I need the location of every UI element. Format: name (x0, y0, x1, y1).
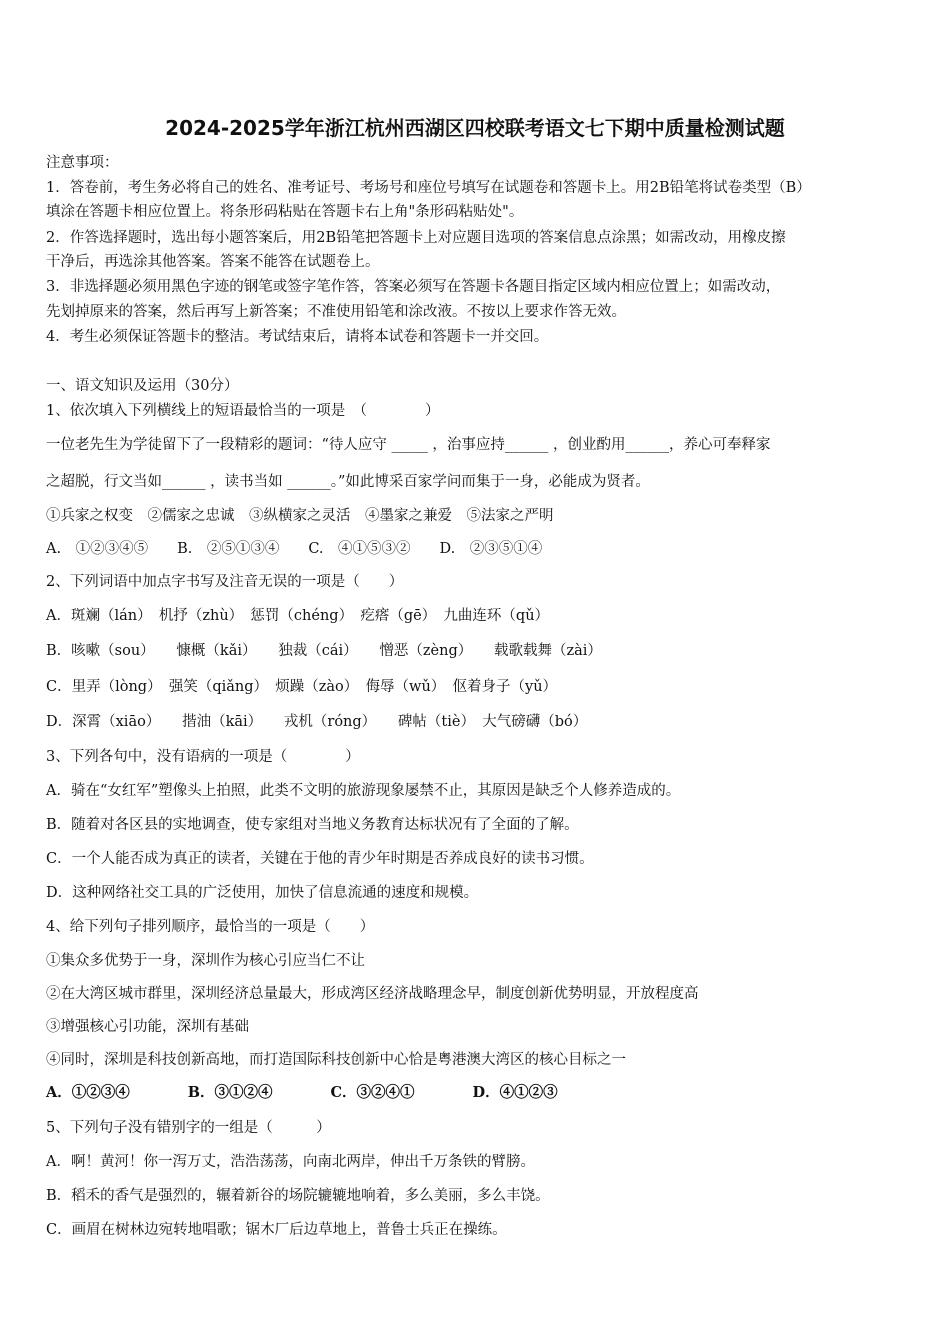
question-1-text: 一位老先生为学徒留下了一段精彩的题词：“待人应守 _____ ，治事应持______ ，创业酌用______，养心可奉释家 (46, 437, 771, 453)
question-4-options: A．①②③④ B．③①②④ C．③②④① D．④①②③ (46, 1084, 558, 1101)
notice-line: 干净后，再选涂其他答案。答案不能答在试题卷上。 (46, 254, 380, 270)
question-5-option-a: A．啊！黄河！你一泻万丈，浩浩荡荡，向南北两岸，伸出千万条铁的臂膀。 (46, 1154, 535, 1170)
question-3-option-a: A．骑在“女红军”塑像头上拍照，此类不文明的旅游现象屡禁不止，其原因是缺乏个人修养造成的。 (46, 783, 681, 799)
section-heading: 一、语文知识及运用（30分） (46, 378, 239, 394)
question-5-stem: 5、下列句子没有错别字的一组是（ ） (46, 1120, 331, 1136)
question-4-sentence: ④同时，深圳是科技创新高地，而打造国际科技创新中心恰是粤港澳大湾区的核心目标之一 (46, 1052, 626, 1068)
question-1-stem: 1、依次填入下列横线上的短语最恰当的一项是 （ ） (46, 403, 440, 419)
question-3-option-c: C．一个人能否成为真正的读者，关键在于他的青少年时期是否养成良好的读书习惯。 (46, 851, 594, 867)
question-3-option-b: B．随着对各区县的实地调查，使专家组对当地义务教育达标状况有了全面的了解。 (46, 817, 579, 833)
notice-heading: 注意事项： (46, 155, 119, 171)
question-1-options: A. ①②③④⑤ B. ②⑤①③④ C. ④①⑤③② D. ②③⑤①④ (46, 541, 543, 557)
question-1-items: ①兵家之权变 ②儒家之忠诚 ③纵横家之灵活 ④墨家之兼爱 ⑤法家之严明 (46, 508, 554, 524)
notice-line: 1．答卷前，考生务必将自己的姓名、准考证号、考场号和座位号填写在试题卷和答题卡上。用2B铅笔将试卷类型（B） (46, 180, 811, 196)
question-3-stem: 3、下列各句中，没有语病的一项是（ ） (46, 749, 360, 765)
notice-line: 2．作答选择题时，选出每小题答案后，用2B铅笔把答题卡上对应题目选项的答案信息点涂黑；如需改动，用橡皮擦 (46, 230, 786, 246)
question-2-option-b: B．咳嗽（sou） 慷概（kǎi） 独裁（cái） 憎恶（zèng） 载歌载舞（zài） (46, 643, 602, 659)
question-4-stem: 4、给下列句子排列顺序，最恰当的一项是（ ） (46, 919, 375, 935)
question-1-text: 之超脱，行文当如______ ，读书当如 ______。”如此博采百家学问而集于一身，必能成为贤者。 (46, 474, 650, 490)
question-2-option-a: A．斑斓（lán） 机抒（zhù） 惩罚（chéng） 疙瘩（gē） 九曲连环（qǔ） (46, 608, 550, 624)
question-5-option-c: C．画眉在树林边宛转地唱歌；锯木厂后边草地上，普鲁士兵正在操练。 (46, 1222, 507, 1238)
notice-line: 先划掉原来的答案，然后再写上新答案；不准使用铅笔和涂改液。不按以上要求作答无效。 (46, 304, 626, 320)
notice-line: 3．非选择题必须用黑色字迹的钢笔或签字笔作答，答案必须写在答题卡各题目指定区域内相应位置上；如需改动， (46, 279, 781, 295)
question-2-option-c: C．里弄（lòng） 强笑（qiǎng） 烦躁（zào） 侮辱（wǔ） 伛着身子（yǔ） (46, 679, 558, 695)
question-4-sentence: ①集众多优势于一身，深圳作为核心引应当仁不让 (46, 953, 365, 969)
question-4-sentence: ②在大湾区城市群里，深圳经济总量最大，形成湾区经济战略理念早，制度创新优势明显，开放程度高 (46, 986, 699, 1002)
question-2-option-d: D．深霄（xiāo） 揩油（kāi） 戎机（róng） 碑帖（tiè） 大气磅礴（bó） (46, 714, 588, 730)
notice-line: 4．考生必须保证答题卡的整洁。考试结束后，请将本试卷和答题卡一并交回。 (46, 329, 549, 345)
question-5-option-b: B．稻禾的香气是强烈的，辗着新谷的场院辘辘地响着，多么美丽，多么丰饶。 (46, 1188, 550, 1204)
page-title: 2024-2025学年浙江杭州西湖区四校联考语文七下期中质量检测试题 (165, 116, 785, 140)
question-4-sentence: ③增强核心引功能，深圳有基础 (46, 1019, 249, 1035)
notice-line: 填涂在答题卡相应位置上。将条形码粘贴在答题卡右上角"条形码粘贴处"。 (46, 204, 524, 220)
question-2-stem: 2、下列词语中加点字书写及注音无误的一项是（ ） (46, 574, 404, 590)
question-3-option-d: D．这种网络社交工具的广泛使用，加快了信息流通的速度和规模。 (46, 885, 479, 901)
